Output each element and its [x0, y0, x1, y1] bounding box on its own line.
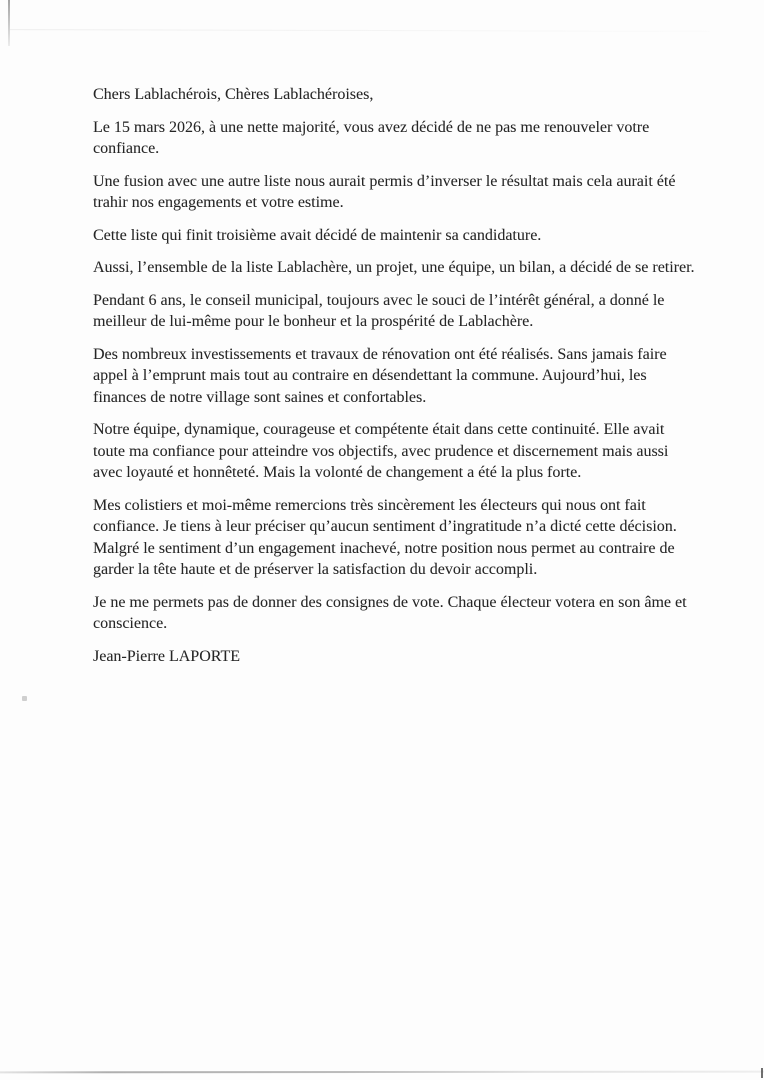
letter-paragraph [93, 592, 733, 635]
letter-line: trahir nos engagements et votre estime. [93, 194, 344, 211]
letter-line: Chers Lablachérois, Chères Lablachéroises, [93, 86, 374, 103]
scan-artifact-left-hairline [8, 0, 10, 46]
letter-line: Des nombreux investissements et travaux de rénovation ont été réalisés. Sans jamais faire [93, 345, 667, 363]
letter-paragraph [93, 171, 733, 214]
salutation [93, 84, 733, 106]
scan-artifact-top-streak [10, 29, 710, 32]
letter-paragraph [93, 419, 733, 484]
letter-line: meilleur de lui-même pour le bonheur et la prospérité de Lablachère. [93, 313, 534, 330]
letter-line: Pendant 6 ans, le conseil municipal, toujours avec le souci de l’intérêt général, a donné le [93, 291, 665, 309]
letter-paragraph [93, 257, 733, 279]
letter-line: toute ma confiance pour atteindre vos objectifs, avec prudence et discernement mais aussi [93, 442, 669, 460]
letter-line: Notre équipe, dynamique, courageuse et compétente était dans cette continuité. Elle avait [93, 421, 665, 438]
scan-artifact-corner-tick [761, 1068, 763, 1078]
scan-artifact-speck [22, 696, 27, 701]
letter-line: appel à l’emprunt mais tout au contraire en désendettant la commune. Aujourd’hui, les [93, 367, 647, 384]
letter-paragraph [93, 117, 733, 160]
letter-line: Je ne me permets pas de donner des consignes de vote. Chaque électeur votera en son âme et [93, 593, 687, 611]
letter-line: conscience. [93, 615, 168, 632]
letter-paragraph [93, 495, 733, 581]
letter-line: garder la tête haute et de préserver la satisfaction du devoir accompli. [93, 561, 538, 578]
letter-paragraph [93, 290, 733, 333]
letter-line: Le 15 mars 2026, à une nette majorité, vous avez décidé de ne pas me renouveler votre [93, 118, 650, 136]
letter-line: Cette liste qui finit troisième avait décidé de maintenir sa candidature. [93, 226, 542, 244]
letter-line: Malgré le sentiment d’un engagement inachevé, notre position nous permet au contraire de [93, 539, 675, 557]
letter-line: avec loyauté et honnêteté. Mais la volonté de changement a été la plus forte. [93, 464, 582, 481]
letter-line: Aussi, l’ensemble de la liste Lablachère, un projet, une équipe, un bilan, a décidé de se retirer. [93, 259, 695, 276]
letter-line: Mes colistiers et moi-même remercions très sincèrement les électeurs qui nous ont fait [93, 496, 646, 514]
letter-paragraph [93, 225, 733, 247]
letter-line: confiance. Je tiens à leur préciser qu’aucun sentiment d’ingratitude n’a dicté cette décision. [93, 518, 677, 535]
scan-artifact-bottom-edge-line [0, 1071, 764, 1073]
letter-paragraph [93, 344, 733, 409]
letter-line: finances de notre village sont saines et confortables. [93, 388, 427, 406]
letter-line: Jean-Pierre LAPORTE [93, 647, 240, 665]
signature [93, 646, 733, 668]
letter-line: confiance. [93, 140, 160, 157]
letter-line: Une fusion avec une autre liste nous aurait permis d’inverser le résultat mais cela aurait été [93, 172, 676, 190]
letter-body [93, 84, 733, 678]
